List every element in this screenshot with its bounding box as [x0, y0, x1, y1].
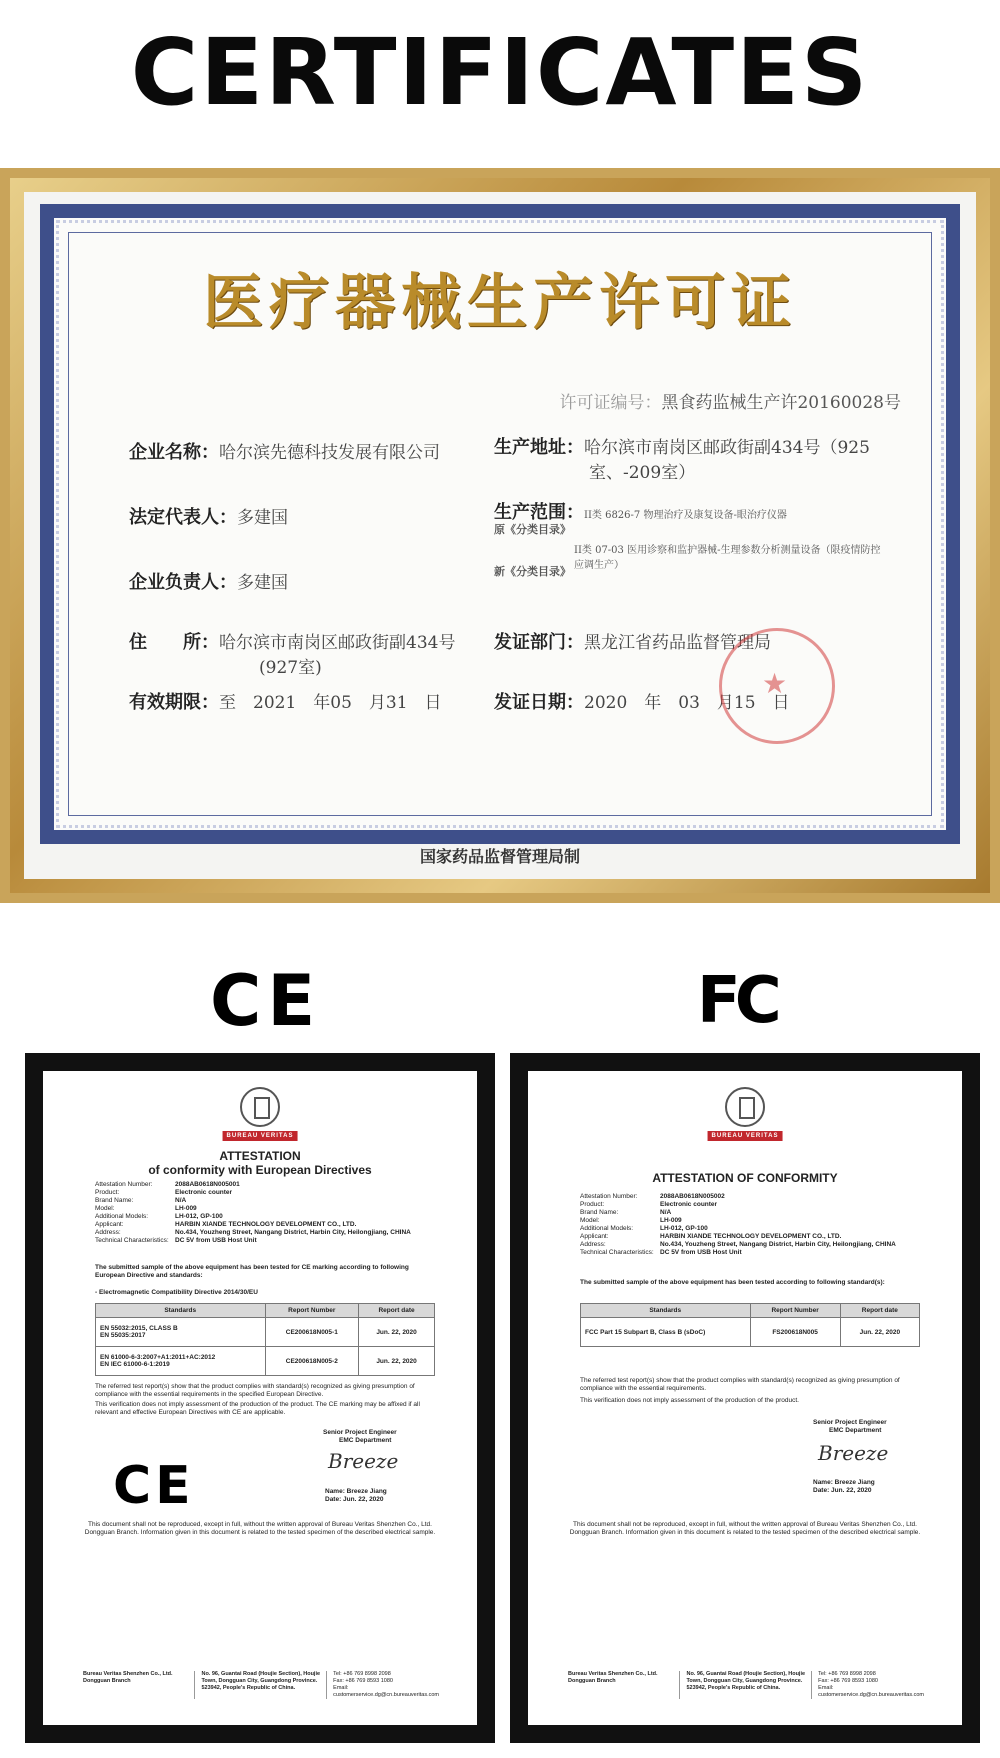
- issuer-row: [494, 628, 771, 654]
- page-title: CERTIFICATES: [130, 19, 870, 126]
- field-value: N/A: [175, 1197, 187, 1204]
- license-mat: [24, 192, 976, 879]
- address-line2: (927室): [259, 658, 322, 678]
- prod-addr-row: [494, 433, 870, 459]
- fcc-footer: [568, 1671, 932, 1699]
- field-row: [95, 1221, 435, 1229]
- ce-certificate: [25, 1053, 495, 1743]
- license-number-label: 许可证编号：: [559, 393, 662, 413]
- scope-old: 原《分类目录》: [494, 523, 571, 536]
- ce-submitted: The submitted sample of the above equipment has been tested for CE marking according to following European Directive and standards:: [95, 1264, 409, 1279]
- table-header: Standards: [96, 1304, 266, 1318]
- ce-title: ATTESTATION: [219, 1149, 301, 1163]
- field-value: LH-012, GP-100: [175, 1213, 223, 1220]
- official-seal: [719, 628, 835, 744]
- field-label: Attestation Number:: [95, 1181, 153, 1188]
- field-row: [95, 1213, 435, 1221]
- ce-note1: The referred test report(s) show that the product complies with standard(s) recognized as giving presumption of compliance with the essential requirements in the specified European Directive.: [95, 1383, 415, 1398]
- field-row: [580, 1217, 920, 1225]
- fcc-footer-contact: Tel: +86 769 8998 2098 Fax: +86 769 8593 1080 Email: customerservice.dg@cn.bureauveritas.com: [811, 1671, 932, 1699]
- bureau-veritas-brand: BUREAU VERITAS: [223, 1131, 298, 1141]
- fcc-sig-role1: Senior Project Engineer: [813, 1419, 887, 1426]
- license-inner: [68, 232, 932, 816]
- ce-signature: Breeze: [328, 1449, 399, 1473]
- issue-date-value: 2020 年 03 月15 日: [584, 693, 790, 713]
- table-header-row: [96, 1304, 435, 1318]
- license-number-value: 黑食药监械生产许20160028号: [661, 393, 901, 413]
- field-value: N/A: [660, 1209, 672, 1216]
- responsible-label: 企业负责人：: [129, 572, 237, 593]
- table-header: Report date: [840, 1304, 919, 1318]
- ce-sig-details: [325, 1488, 387, 1504]
- address-label: 住 所：: [129, 632, 219, 653]
- valid-row: [129, 688, 442, 714]
- field-label: Additional Models:: [580, 1225, 634, 1232]
- field-row: [95, 1197, 435, 1205]
- license-number: [559, 388, 901, 413]
- ce-subtitle: of conformity with European Directives: [148, 1163, 372, 1177]
- field-row: [580, 1241, 920, 1249]
- fcc-signature: Breeze: [818, 1441, 889, 1465]
- table-cell-report: CE200618N005-2: [265, 1347, 359, 1376]
- field-value: No.434, Youzheng Street, Nangang District, Harbin City, Heilongjiang, CHINA: [660, 1241, 896, 1248]
- field-value: LH-009: [175, 1205, 197, 1212]
- ce-mark-icon: CE: [113, 1456, 195, 1516]
- issuer-value: 黑龙江省药品监督管理局: [584, 633, 771, 653]
- ce-fields: [95, 1181, 435, 1245]
- table-cell-report: CE200618N005-1: [265, 1318, 359, 1347]
- field-label: Brand Name:: [95, 1197, 134, 1204]
- prod-addr-value: 哈尔滨市南岗区邮政街副434号（925: [584, 438, 870, 458]
- legal-rep-row: [129, 503, 288, 529]
- field-row: [580, 1193, 920, 1201]
- ce-footer: [83, 1671, 447, 1699]
- fcc-certificate-paper: [528, 1071, 962, 1725]
- legal-rep-label: 法定代表人：: [129, 507, 237, 528]
- fcc-sig-role2: EMC Department: [829, 1427, 882, 1434]
- bureau-veritas-seal-icon: [725, 1087, 765, 1127]
- ce-directive: - Electromagnetic Compatibility Directive 2014/30/EU: [95, 1289, 258, 1296]
- fcc-submitted: The submitted sample of the above equipment has been tested according to following standard(s):: [580, 1279, 885, 1286]
- issue-date-label: 发证日期：: [494, 692, 584, 713]
- field-label: Applicant:: [95, 1221, 124, 1228]
- field-value: DC 5V from USB Host Unit: [175, 1237, 257, 1244]
- field-row: [580, 1233, 920, 1241]
- fcc-sig-details: [813, 1479, 875, 1495]
- ce-standards-table: [95, 1303, 435, 1376]
- field-value: LH-012, GP-100: [660, 1225, 708, 1232]
- ce-footer-contact: Tel: +86 769 8998 2098 Fax: +86 769 8593 1080 Email: customerservice.dg@cn.bureauveritas.com: [326, 1671, 447, 1699]
- field-label: Product:: [95, 1189, 120, 1196]
- fcc-fields: [580, 1193, 920, 1257]
- address-row: [129, 628, 455, 654]
- field-label: Product:: [580, 1201, 605, 1208]
- field-value: HARBIN XIANDE TECHNOLOGY DEVELOPMENT CO., LTD.: [175, 1221, 357, 1228]
- fcc-certificate: [510, 1053, 980, 1743]
- responsible-value: 多建国: [237, 573, 288, 593]
- field-row: [580, 1209, 920, 1217]
- responsible-row: [129, 568, 288, 594]
- table-row: [581, 1318, 920, 1347]
- ce-sig-role1: Senior Project Engineer: [323, 1429, 397, 1436]
- company-value: 哈尔滨先德科技发展有限公司: [219, 443, 440, 463]
- field-value: Electronic counter: [175, 1189, 233, 1196]
- field-value: LH-009: [660, 1217, 682, 1224]
- table-header: Standards: [581, 1304, 751, 1318]
- fcc-note2: This verification does not imply assessment of the production of the product.: [580, 1397, 799, 1404]
- legal-rep-value: 多建国: [237, 508, 288, 528]
- prod-addr-line2: 室、-209室）: [589, 463, 696, 483]
- prod-addr-label: 生产地址：: [494, 437, 584, 458]
- field-label: Brand Name:: [580, 1209, 619, 1216]
- bureau-veritas-brand: BUREAU VERITAS: [708, 1131, 783, 1141]
- field-row: [580, 1201, 920, 1209]
- table-cell-date: Jun. 22, 2020: [359, 1318, 435, 1347]
- field-label: Attestation Number:: [580, 1193, 638, 1200]
- field-label: Additional Models:: [95, 1213, 149, 1220]
- fcc-disclaimer: This document shall not be reproduced, except in full, without the written approval of Bureau Veritas Shenzhen Co., Ltd. Dongguan Branch. Information given in this document is related to the tested specimen of the described electrical sample.: [569, 1521, 921, 1536]
- field-label: Model:: [580, 1217, 600, 1224]
- fcc-sig-date: Date: Jun. 22, 2020: [813, 1487, 872, 1494]
- valid-label: 有效期限：: [129, 692, 219, 713]
- ce-sig-roles: [323, 1429, 397, 1445]
- field-row: [95, 1205, 435, 1213]
- table-cell-std: FCC Part 15 Subpart B, Class B (sDoC): [581, 1318, 751, 1347]
- issuer-label: 发证部门：: [494, 632, 584, 653]
- fcc-sig-roles: [813, 1419, 887, 1435]
- field-label: Technical Characteristics:: [95, 1237, 169, 1244]
- field-row: [95, 1229, 435, 1237]
- address-value: 哈尔滨市南岗区邮政街副434号: [219, 633, 456, 653]
- fcc-title: ATTESTATION OF CONFORMITY: [652, 1171, 838, 1185]
- license-border: [40, 204, 960, 844]
- fcc-logo: FC: [697, 964, 776, 1038]
- license-heading: 医疗器械生产许可证: [203, 268, 797, 338]
- table-cell-date: Jun. 22, 2020: [840, 1318, 919, 1347]
- ce-disclaimer: This document shall not be reproduced, except in full, without the written approval of Bureau Veritas Shenzhen Co., Ltd. Dongguan Branch. Information given in this document is related to the tested specimen of the described electrical sample.: [84, 1521, 436, 1536]
- scope-new: 新《分类目录》: [494, 565, 571, 578]
- field-row: [95, 1237, 435, 1245]
- ce-footer-company: Bureau Veritas Shenzhen Co., Ltd. Dongguan Branch: [83, 1671, 173, 1684]
- field-value: DC 5V from USB Host Unit: [660, 1249, 742, 1256]
- field-value: 2088AB0618N005001: [175, 1181, 240, 1188]
- table-header: Report Number: [750, 1304, 840, 1318]
- table-cell-date: Jun. 22, 2020: [359, 1347, 435, 1376]
- table-cell-std: EN 55032:2015, CLASS B EN 55035:2017: [96, 1318, 266, 1347]
- field-value: No.434, Youzheng Street, Nangang District, Harbin City, Heilongjiang, CHINA: [175, 1229, 411, 1236]
- fcc-footer-address: No. 96, Guantai Road (Houjie Section), Houjie Town, Dongguan City, Guangdong Province. 523942, People's Republic of China.: [679, 1671, 811, 1699]
- ce-sig-role2: EMC Department: [339, 1437, 392, 1444]
- ce-logo: CE: [210, 960, 322, 1042]
- company-label: 企业名称：: [129, 442, 219, 463]
- ce-footer-address: No. 96, Guantai Road (Houjie Section), Houjie Town, Dongguan City, Guangdong Province. 523942, People's Republic of China.: [194, 1671, 326, 1699]
- field-label: Technical Characteristics:: [580, 1249, 654, 1256]
- table-header: Report date: [359, 1304, 435, 1318]
- ce-certificate-paper: [43, 1071, 477, 1725]
- ce-sig-name: Name: Breeze Jiang: [325, 1488, 387, 1495]
- scope-line1: II类 6826-7 物理治疗及康复设备-眼治疗仪器: [584, 510, 787, 521]
- field-label: Model:: [95, 1205, 115, 1212]
- field-label: Applicant:: [580, 1233, 609, 1240]
- field-row: [580, 1249, 920, 1257]
- field-row: [95, 1189, 435, 1197]
- valid-value: 至 2021 年05 月31 日: [219, 693, 442, 713]
- table-cell-std: EN 61000-6-3:2007+A1:2011+AC:2012 EN IEC 61000-6-1:2019: [96, 1347, 266, 1376]
- table-row: [96, 1347, 435, 1376]
- field-row: [95, 1181, 435, 1189]
- fcc-sig-name: Name: Breeze Jiang: [813, 1479, 875, 1486]
- ce-sig-date: Date: Jun. 22, 2020: [325, 1496, 384, 1503]
- license-frame: [0, 168, 1000, 903]
- fcc-note1: The referred test report(s) show that the product complies with standard(s) recognized as giving presumption of compliance with the essential requirements.: [580, 1377, 900, 1392]
- bureau-veritas-seal-icon: [240, 1087, 280, 1127]
- company-row: [129, 438, 440, 464]
- table-cell-report: FS200618N005: [750, 1318, 840, 1347]
- field-value: HARBIN XIANDE TECHNOLOGY DEVELOPMENT CO., LTD.: [660, 1233, 842, 1240]
- fcc-footer-company: Bureau Veritas Shenzhen Co., Ltd. Dongguan Branch: [568, 1671, 658, 1684]
- table-row: [96, 1318, 435, 1347]
- scope-label: 生产范围：: [494, 502, 584, 523]
- field-label: Address:: [95, 1229, 121, 1236]
- field-value: 2088AB0618N005002: [660, 1193, 725, 1200]
- table-header: Report Number: [265, 1304, 359, 1318]
- field-label: Address:: [580, 1241, 606, 1248]
- scope-line2: II类 07-03 医用诊察和监护器械-生理参数分析测量设备（限疫情防控应调生产）: [574, 545, 881, 571]
- fcc-standards-table: [580, 1303, 920, 1347]
- field-row: [580, 1225, 920, 1233]
- table-header-row: [581, 1304, 920, 1318]
- license-footer: 国家药品监督管理局制: [419, 847, 580, 866]
- ce-note2: This verification does not imply assessment of the production of the product. The CE marking may be affixed if all relevant and effective European Directives with CE are applicable.: [95, 1401, 420, 1416]
- field-value: Electronic counter: [660, 1201, 718, 1208]
